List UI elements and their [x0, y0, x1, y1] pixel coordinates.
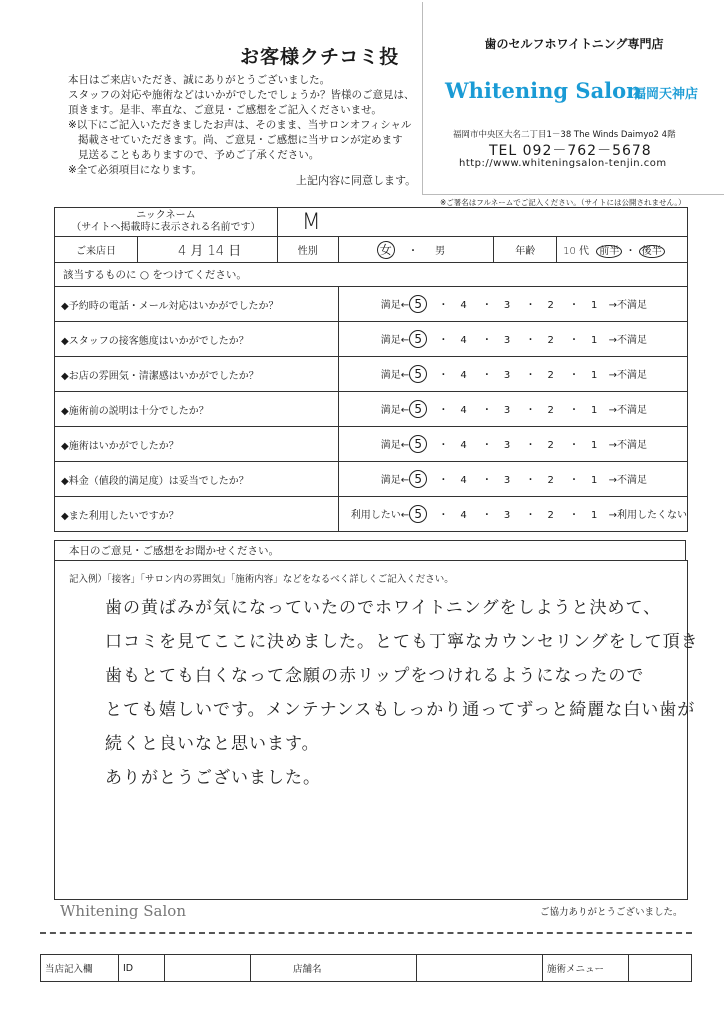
question-text: ◆施術はいかがでしたか？ [55, 427, 339, 462]
separator: ・ [481, 440, 492, 451]
rating-1[interactable]: 1 [591, 370, 598, 381]
rating-3[interactable]: 3 [503, 440, 511, 451]
intro-line: 掲載させていただきます。尚、ご意見・ご感想に当サロンが定めます [78, 134, 403, 146]
rating-5-selected[interactable]: 5 [409, 470, 427, 488]
age-early[interactable]: 前半 [596, 245, 622, 258]
rating-2[interactable]: 2 [547, 440, 554, 451]
thanks-text: ご協力ありがとうございました。 [540, 907, 683, 918]
separator: ・ [569, 370, 580, 381]
question-text: ◆料金（値段的満足度）は妥当でしたか？ [55, 462, 339, 497]
form-title: お客様クチコミ投 [240, 46, 400, 68]
rating-4[interactable]: 4 [460, 370, 467, 381]
rating-4[interactable]: 4 [460, 405, 467, 416]
separator: ・ [525, 370, 536, 381]
rating-scale[interactable] [338, 287, 687, 322]
id-label: ID [119, 955, 165, 982]
rating-5-selected[interactable]: 5 [409, 505, 427, 523]
store-label: 店舗名 [293, 964, 322, 975]
staff-label: 当店記入欄 [41, 955, 119, 982]
staff-use-table [40, 954, 692, 982]
nickname-label [55, 208, 278, 237]
comment-line: 歯の黄ばみが気になっていたのでホワイトニングをしようと決めて、 [105, 598, 662, 618]
shop-type: 歯のセルフホワイトニング専門店 [484, 37, 664, 51]
rating-2[interactable]: 2 [547, 475, 554, 486]
separator: ・ [569, 510, 580, 521]
scale-left-label: 満足← [380, 405, 410, 416]
separator: ・ [569, 440, 580, 451]
separator: ・ [525, 440, 536, 451]
gender-label: 性別 [277, 237, 338, 263]
rating-4[interactable]: 4 [460, 510, 467, 521]
gender-field[interactable] [338, 237, 494, 263]
nickname-label-sub: （サイトへ掲載時に表示される名前です） [71, 222, 261, 233]
survey-table [54, 207, 688, 532]
separator: ・ [525, 510, 536, 521]
question-text: ◆スタッフの接客態度はいかがでしたか？ [55, 322, 339, 357]
intro-line: ※全て必須項目になります。 [68, 164, 202, 176]
separator: ・ [407, 245, 418, 257]
rating-2[interactable]: 2 [547, 510, 554, 521]
separator: ・ [438, 370, 449, 381]
nickname-field[interactable] [277, 208, 687, 237]
rating-3[interactable]: 3 [503, 370, 511, 381]
scale-right-label: →不満足 [608, 405, 647, 416]
rating-scale[interactable] [338, 497, 687, 532]
blank-field[interactable] [417, 955, 543, 982]
age-late[interactable]: 後半 [639, 245, 665, 258]
instruction: 該当するものに ○ をつけてください。 [55, 263, 688, 287]
rating-scale[interactable] [338, 462, 687, 497]
scale-left-label: 満足← [380, 335, 410, 346]
rating-2[interactable]: 2 [547, 300, 554, 311]
rating-4[interactable]: 4 [460, 300, 467, 311]
comment-line: とても嬉しいです。メンテナンスもしっかり通ってずっと綺麗な白い歯が [105, 700, 696, 720]
separator: ・ [481, 300, 492, 311]
intro-line: スタッフの対応や施術などはいかがでしたでしょうか？皆様のご意見は、 [68, 89, 415, 101]
comment-line: ありがとうございました。 [105, 768, 321, 788]
rating-5-selected[interactable]: 5 [409, 365, 427, 383]
rating-3[interactable]: 3 [503, 405, 511, 416]
nickname-label-main: ニックネーム [136, 210, 196, 221]
rating-scale[interactable] [338, 357, 687, 392]
rating-1[interactable]: 1 [591, 475, 598, 486]
nickname-value: M [301, 209, 321, 235]
rating-3[interactable]: 3 [503, 475, 511, 486]
intro-line: 本日はご来店いただき、誠にありがとうございました。 [68, 74, 331, 86]
separator: ・ [525, 475, 536, 486]
salon-header-card [422, 2, 724, 195]
separator: ・ [438, 440, 449, 451]
branch-name: 福岡天神店 [633, 87, 699, 102]
salon-url: http://www.whiteningsalon-tenjin.com [459, 158, 667, 169]
question-text: ◆予約時の電話・メール対応はいかがでしたか？ [55, 287, 339, 322]
fullname-note: ※ご署名はフルネームでご記入ください。（サイトには公開されません。） [440, 198, 686, 207]
scale-left-label: 満足← [380, 370, 410, 381]
scale-right-label: →利用したくない [608, 510, 687, 521]
separator: ・ [525, 300, 536, 311]
separator: ・ [569, 405, 580, 416]
separator: ・ [481, 405, 492, 416]
visit-date-label: ご来店日 [55, 237, 138, 263]
rating-4[interactable]: 4 [460, 440, 467, 451]
agree-text: 上記内容に同意します。 [296, 174, 417, 187]
scale-right-label: →不満足 [608, 300, 647, 311]
menu-label: 施術メニュー [543, 955, 629, 982]
intro-line: 見送ることもありますので、予めご了承ください。 [78, 149, 320, 161]
separator: ・ [438, 405, 449, 416]
cut-line [40, 932, 692, 934]
rating-5-selected[interactable]: 5 [409, 330, 427, 348]
rating-1[interactable]: 1 [591, 440, 598, 451]
comment-heading: 本日のご意見・ご感想をお聞かせください。 [54, 540, 686, 560]
scale-left-label: 満足← [380, 440, 410, 451]
scale-left-label: 満足← [380, 475, 410, 486]
comment-line: 歯もとても白くなって念願の赤リップをつけれるようになったので [105, 666, 645, 686]
rating-4[interactable]: 4 [460, 475, 467, 486]
separator: ・ [625, 246, 636, 257]
intro-line: 頂きます。是非、率直な、ご意見・ご感想をご記入くださいませ。 [68, 104, 382, 116]
comment-textarea[interactable] [54, 560, 699, 900]
scale-right-label: →不満足 [608, 370, 647, 381]
rating-3[interactable]: 3 [503, 335, 511, 346]
rating-scale[interactable] [338, 322, 687, 357]
salon-logo: Whitening Salon [445, 78, 642, 103]
scale-right-label: →不満足 [608, 335, 647, 346]
scale-left-label: 満足← [380, 300, 410, 311]
separator: ・ [569, 475, 580, 486]
gender-male[interactable]: 男 [435, 245, 446, 257]
age-field[interactable] [557, 237, 688, 263]
rating-4[interactable]: 4 [460, 335, 467, 346]
comment-line: 続くと良いなと思います。 [105, 734, 320, 754]
store-field[interactable] [251, 955, 417, 982]
age-value: 10 代 [563, 246, 590, 257]
rating-5-selected[interactable]: 5 [409, 295, 427, 313]
separator: ・ [525, 335, 536, 346]
separator: ・ [481, 335, 492, 346]
separator: ・ [438, 475, 449, 486]
rating-5-selected[interactable]: 5 [409, 400, 427, 418]
separator: ・ [481, 370, 492, 381]
separator: ・ [481, 475, 492, 486]
rating-2[interactable]: 2 [547, 335, 554, 346]
scale-right-label: →不満足 [608, 440, 647, 451]
footer-logo: Whitening Salon [60, 902, 186, 920]
separator: ・ [438, 335, 449, 346]
intro-line: ※以下にご記入いただきましたお声は、そのまま、当サロンオフィシャル [68, 119, 412, 131]
id-field[interactable] [165, 955, 251, 982]
comment-example: 記入例）「接客」「サロン内の雰囲気」「施術内容」などをなるべく詳しくご記入ください。 [69, 574, 454, 585]
salon-tel: TEL 092－762－5678 [489, 143, 652, 159]
rating-2[interactable]: 2 [547, 370, 554, 381]
comment-line: 口コミを見てここに決めました。とても丁寧なカウンセリングをして頂き [105, 632, 699, 652]
scale-left-label: 利用したい← [350, 510, 410, 521]
rating-scale[interactable] [338, 427, 687, 462]
gender-female[interactable]: 女 [377, 241, 395, 259]
question-text: ◆施術前の説明は十分でしたか？ [55, 392, 339, 427]
question-text: ◆お店の雰囲気・清潔感はいかがでしたか？ [55, 357, 339, 392]
intro-text [68, 73, 448, 178]
rating-1[interactable]: 1 [591, 405, 598, 416]
rating-3[interactable]: 3 [503, 300, 511, 311]
menu-field[interactable] [629, 955, 692, 982]
scale-right-label: →不満足 [608, 475, 647, 486]
rating-2[interactable]: 2 [547, 405, 554, 416]
separator: ・ [569, 335, 580, 346]
question-text: ◆また利用したいですか？ [55, 497, 339, 532]
separator: ・ [525, 405, 536, 416]
age-label: 年齢 [494, 237, 557, 263]
separator: ・ [481, 510, 492, 521]
rating-1[interactable]: 1 [591, 335, 598, 346]
separator: ・ [438, 510, 449, 521]
separator: ・ [569, 300, 580, 311]
rating-3[interactable]: 3 [503, 510, 511, 521]
separator: ・ [438, 300, 449, 311]
visit-date-value: 4 月 14 日 [178, 244, 242, 259]
rating-1[interactable]: 1 [591, 300, 598, 311]
rating-scale[interactable] [338, 392, 687, 427]
rating-5-selected[interactable]: 5 [409, 435, 427, 453]
visit-date-field[interactable] [138, 237, 278, 263]
rating-1[interactable]: 1 [591, 510, 598, 521]
salon-address: 福岡市中央区大名二丁目1－38 The Winds Daimyo2 4階 [453, 130, 676, 140]
